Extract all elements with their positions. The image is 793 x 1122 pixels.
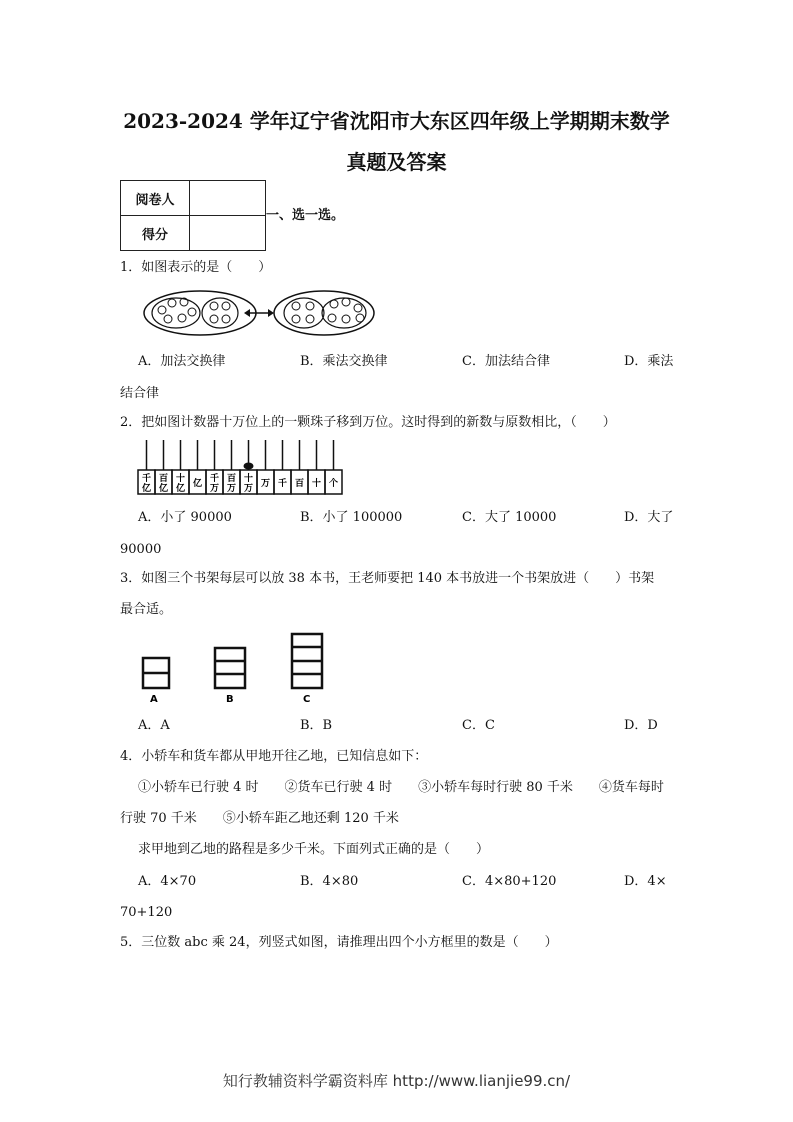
score-label: 得分: [121, 216, 190, 251]
q3-option-d[interactable]: D．D: [624, 718, 658, 733]
q3-option-a[interactable]: A．A: [138, 718, 170, 733]
counter-place-label: 百: [226, 474, 237, 484]
q2-stem: 2．把如图计数器十万位上的一颗珠子移到万位。这时得到的新数与原数相比，（ ）: [120, 415, 616, 430]
q2-option-d[interactable]: D．大了: [624, 510, 674, 525]
q1-option-b[interactable]: B．乘法交换律: [300, 354, 388, 369]
q3-option-b[interactable]: B．B: [300, 718, 333, 733]
counter-place-label: 十: [243, 474, 254, 484]
bookshelf-a: [143, 658, 169, 688]
score-table: [120, 180, 266, 251]
shelf-label-a: A: [150, 694, 158, 705]
bookshelf-c: [292, 634, 322, 688]
reviewer-value: [190, 181, 266, 216]
shelf-label-c: C: [303, 694, 311, 705]
q3-stem-cont: 最合适。: [120, 602, 173, 617]
counter-place-label: 万: [226, 484, 237, 494]
q1-option-d-cont: 结合律: [120, 386, 160, 401]
page-title: 2023-2024 学年辽宁省沈阳市大东区四年级上学期期末数学: [123, 109, 670, 133]
q4-ask: 求甲地到乙地的路程是多少千米。下面列式正确的是（ ）: [138, 842, 490, 857]
counter-place-label: 亿: [192, 479, 203, 489]
q4-info-line1: ①小轿车已行驶 4 时 ②货车已行驶 4 时 ③小轿车每时行驶 80 千米 ④货车每时: [138, 780, 664, 795]
counter-place-label: 万: [243, 484, 254, 494]
q2-option-a[interactable]: A．小了 90000: [138, 510, 232, 525]
q2-option-b[interactable]: B．小了 100000: [300, 510, 403, 525]
counter-place-label: 亿: [158, 484, 169, 494]
score-value: [190, 216, 266, 251]
q4-option-d-cont: 70+120: [120, 905, 173, 920]
shelf-label-b: B: [226, 694, 234, 705]
counter-place-label: 个: [328, 479, 339, 489]
q1-option-d[interactable]: D．乘法: [624, 354, 674, 369]
counter-place-label: 百: [158, 474, 169, 484]
q1-figure: [138, 288, 378, 338]
q4-option-d[interactable]: D．4×: [624, 874, 667, 889]
double-arrow-icon: [244, 309, 274, 317]
q3-bookshelf-figure: [140, 630, 330, 706]
left-group-figure: [144, 291, 256, 335]
section-title: 一、选一选。: [266, 208, 345, 223]
q1-option-a[interactable]: A．加法交换律: [138, 354, 226, 369]
counter-place-label: 万: [209, 484, 220, 494]
q2-option-d-cont: 90000: [120, 542, 162, 557]
q1-option-c[interactable]: C．加法结合律: [462, 354, 550, 369]
counter-place-label: 千: [141, 474, 152, 484]
counter-place-label: 亿: [141, 484, 152, 494]
q4-stem: 4．小轿车和货车都从甲地开往乙地，已知信息如下：: [120, 749, 428, 764]
q3-stem: 3．如图三个书架每层可以放 38 本书，王老师要把 140 本书放进一个书架放进（ ）书架: [120, 571, 655, 586]
counter-place-label: 千: [209, 474, 220, 484]
right-group-figure: [274, 291, 374, 335]
q4-option-c[interactable]: C．4×80+120: [462, 874, 557, 889]
counter-place-label: 十: [311, 479, 322, 489]
footer-watermark: 知行教辅资料学霸资料库 http://www.lianjie99.cn/: [222, 1072, 571, 1090]
q2-option-c[interactable]: C．大了 10000: [462, 510, 557, 525]
q5-stem: 5．三位数 abc 乘 24，列竖式如图，请推理出四个小方框里的数是（ ）: [120, 935, 558, 950]
counter-place-label: 亿: [175, 484, 186, 494]
q1-stem: 1．如图表示的是（ ）: [120, 260, 272, 275]
q4-info-line2: 行驶 70 千米 ⑤小轿车距乙地还剩 120 千米: [120, 811, 399, 826]
counter-bead: [244, 463, 254, 470]
bookshelf-b: [215, 648, 245, 688]
q4-option-b[interactable]: B．4×80: [300, 874, 359, 889]
counter-place-label: 十: [175, 474, 186, 484]
counter-place-label: 千: [277, 479, 288, 489]
page-title-line2: 真题及答案: [346, 150, 447, 174]
counter-place-label: 万: [260, 479, 271, 489]
q2-counter-figure: [136, 440, 342, 498]
counter-place-label: 百: [294, 479, 305, 489]
q3-option-c[interactable]: C．C: [462, 718, 495, 733]
reviewer-label: 阅卷人: [121, 181, 190, 216]
q4-option-a[interactable]: A．4×70: [138, 874, 197, 889]
